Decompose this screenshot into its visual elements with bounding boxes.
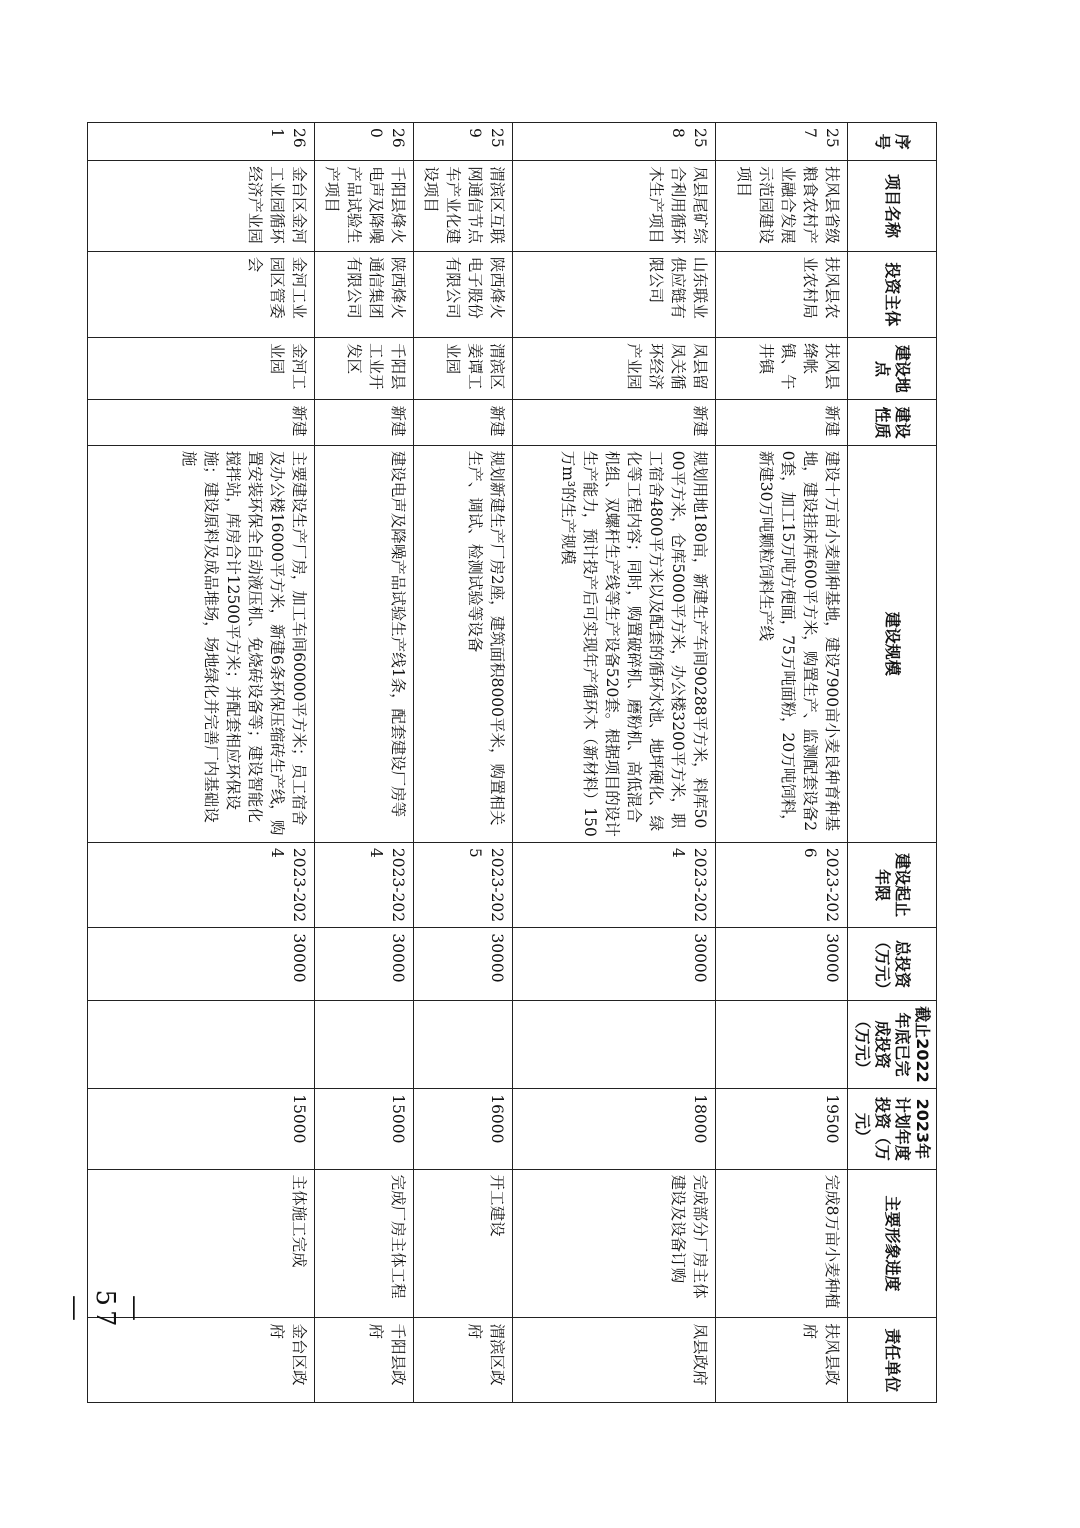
cell-scale: 规划用地180亩，新建生产车间90288平方米，料库5000平方米，仓库5000平方米，办公楼3200平方米，职工宿舍4800平方米以及配套的循环水池、地坪硬化、绿化等工程内容；同时，购置破碎机、磨粉机、高低混合机组、双螺杆生产线等生产设备520套。根据项目的设计生产能力，预计投产后可实现年产循环木（新材料）150万m³的生产规模 <box>513 445 716 842</box>
cell-completed <box>315 1000 414 1088</box>
table-rotated-container <box>132 122 937 1403</box>
cell-plan2023: 16000 <box>414 1089 513 1169</box>
header-location: 建设地点 <box>848 338 937 400</box>
cell-investor: 金河工业园区管委会 <box>88 251 315 337</box>
cell-nature: 新建 <box>513 400 716 445</box>
header-nature: 建设性质 <box>848 400 937 445</box>
cell-plan2023: 19500 <box>716 1089 848 1169</box>
cell-seq: 257 <box>716 123 848 161</box>
header-scale: 建设规模 <box>848 445 937 842</box>
cell-scale: 规划新建生产厂房2座，建筑面积8000平米，购置相关生产、调试、检测试验等设备 <box>414 445 513 842</box>
cell-nature: 新建 <box>716 400 848 445</box>
cell-nature: 新建 <box>315 400 414 445</box>
cell-name: 金台区金河工业园循环经济产业园 <box>88 161 315 251</box>
header-total: 总投资（万元） <box>848 928 937 1000</box>
cell-investor: 陕西烽火通信集团有限公司 <box>315 251 414 337</box>
cell-investor: 陕西烽火电子股份有限公司 <box>414 251 513 337</box>
cell-progress: 完成厂房主体工程 <box>315 1169 414 1318</box>
cell-location: 千阳县工业开发区 <box>315 338 414 400</box>
header-completed: 截止2022年底已完成投资（万元） <box>848 1000 937 1088</box>
table-row <box>414 123 513 1403</box>
cell-location: 渭滨区姜谭工业园 <box>414 338 513 400</box>
cell-name: 凤县尾矿综合利用循环木生产项目 <box>513 161 716 251</box>
cell-location: 凤县留凤关循环经济产业园 <box>513 338 716 400</box>
cell-total: 30000 <box>315 928 414 1000</box>
cell-total: 30000 <box>513 928 716 1000</box>
cell-total: 30000 <box>88 928 315 1000</box>
cell-name: 渭滨区互联网通信节点车产业化建设项目 <box>414 161 513 251</box>
cell-completed <box>513 1000 716 1088</box>
table-row <box>513 123 716 1403</box>
cell-investor: 扶风县农业农村局 <box>716 251 848 337</box>
cell-seq: 258 <box>513 123 716 161</box>
cell-period: 2023-2024 <box>513 842 716 927</box>
cell-progress: 完成8万亩小麦种植 <box>716 1169 848 1318</box>
cell-completed <box>88 1000 315 1088</box>
header-plan2023: 2023年计划年度投资（万元） <box>848 1089 937 1169</box>
table-row <box>716 123 848 1403</box>
cell-location: 扶风县绛帐镇、午井镇 <box>716 338 848 400</box>
cell-investor: 山东联业供应链有限公司 <box>513 251 716 337</box>
cell-plan2023: 18000 <box>513 1089 716 1169</box>
cell-scale: 建设电声及降噪产品试验生产线1条，配套建设厂房等 <box>315 445 414 842</box>
cell-period: 2023-2024 <box>88 842 315 927</box>
cell-seq: 259 <box>414 123 513 161</box>
header-investor: 投资主体 <box>848 251 937 337</box>
cell-plan2023: 15000 <box>88 1089 315 1169</box>
cell-progress: 主体施工完成 <box>88 1169 315 1318</box>
header-name: 项目名称 <box>848 161 937 251</box>
page-number: — 57 — <box>60 1289 150 1331</box>
cell-nature: 新建 <box>88 400 315 445</box>
cell-total: 30000 <box>716 928 848 1000</box>
table-row <box>315 123 414 1403</box>
header-seq: 序号 <box>848 123 937 161</box>
cell-seq: 261 <box>88 123 315 161</box>
cell-scale: 主要建设生产厂房，加工车间60000平方米；员工宿舍及办公楼16000平方米，新建6条环保压缩砖生产线，购置安装环保全自动液压机、免烧砖设备等；建设智能化搅拌站，库房合计12500平方米；并配套相应环保设施；建设原料及成品堆场，场地绿化并完善厂内基础设施 <box>88 445 315 842</box>
cell-location: 金河工业园 <box>88 338 315 400</box>
cell-name: 扶风县省级粮食农村产业融合发展示范园建设项目 <box>716 161 848 251</box>
cell-unit: 金台区政府 <box>88 1318 315 1403</box>
header-unit: 责任单位 <box>848 1318 937 1403</box>
cell-period: 2023-2024 <box>315 842 414 927</box>
cell-seq: 260 <box>315 123 414 161</box>
cell-unit: 千阳县政府 <box>315 1318 414 1403</box>
header-progress: 主要形象进度 <box>848 1169 937 1318</box>
cell-period: 2023-2025 <box>414 842 513 927</box>
project-table <box>60 122 937 1403</box>
cell-name: 千阳县烽火电声及降噪产品试验生产项目 <box>315 161 414 251</box>
cell-unit: 渭滨区政府 <box>414 1318 513 1403</box>
cell-nature: 新建 <box>414 400 513 445</box>
cell-completed <box>716 1000 848 1088</box>
cell-progress: 完成部分厂房主体建设及设备订购 <box>513 1169 716 1318</box>
cell-scale: 建设十万亩小麦制种基地，建设7900亩小麦良种育种基地，建设挂床库600平方米，购置生产、监测配套设备20套，加工15万吨方便面，75万吨面粉，20万吨饲料，新建30万吨颗粒饲料生产线 <box>716 445 848 842</box>
table-row <box>88 123 315 1403</box>
cell-period: 2023-2026 <box>716 842 848 927</box>
cell-unit: 扶风县政府 <box>716 1318 848 1403</box>
cell-unit: 凤县政府 <box>513 1318 716 1403</box>
header-row <box>848 123 937 1403</box>
cell-plan2023: 15000 <box>315 1089 414 1169</box>
cell-progress: 开工建设 <box>414 1169 513 1318</box>
cell-completed <box>414 1000 513 1088</box>
header-period: 建设起止年限 <box>848 842 937 927</box>
cell-total: 30000 <box>414 928 513 1000</box>
